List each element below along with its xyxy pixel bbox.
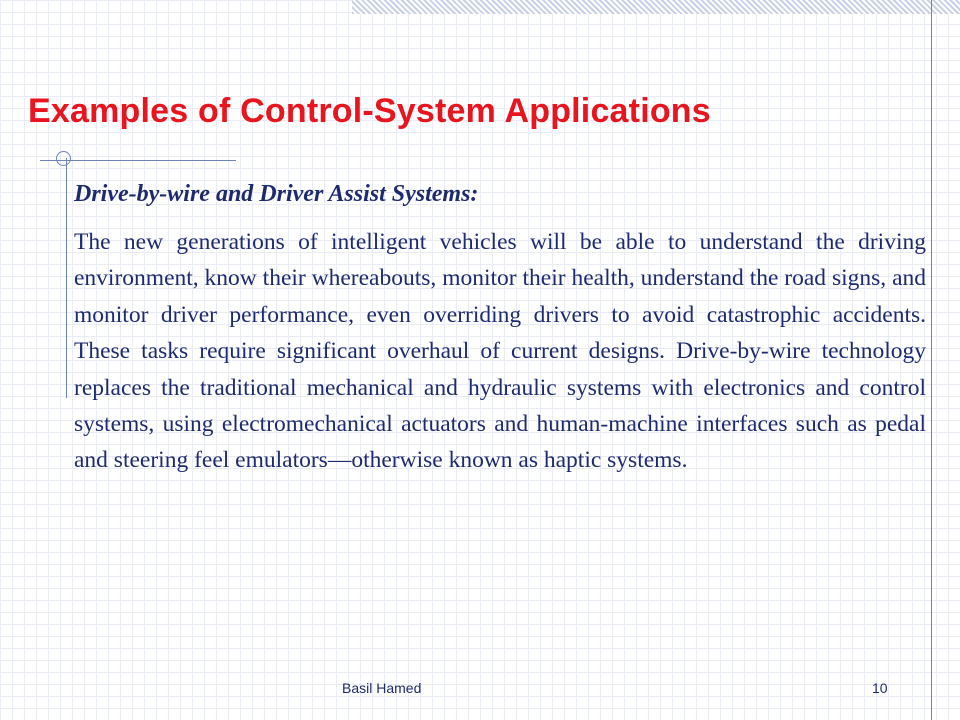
slide-body-text: The new generations of intelligent vehicles will be able to understand the driving environment, know their whereabouts, monitor their health, understand the road signs, and monitor driver performance, even overriding drivers to avoid catastrophic accidents. These tasks require significant overhaul of current designs. Drive-by-wire technology replaces the traditional mechanical and hydraulic systems with electronics and control systems, using electromechanical actuators and human-machine interfaces such as pedal and steering feel emulators—otherwise known as haptic systems. [74,229,926,474]
ring-bullet-icon [56,151,71,166]
footer-author: Basil Hamed [342,680,422,696]
corner-hatch-decoration [352,0,960,14]
slide-content [74,176,926,479]
footer-page-number: 10 [872,680,888,696]
slide-title: Examples of Control-System Applications [28,92,711,130]
left-vertical-rule [66,158,67,398]
right-vertical-rule [931,0,932,720]
slide-subtitle: Drive-by-wire and Driver Assist Systems: [74,181,479,207]
